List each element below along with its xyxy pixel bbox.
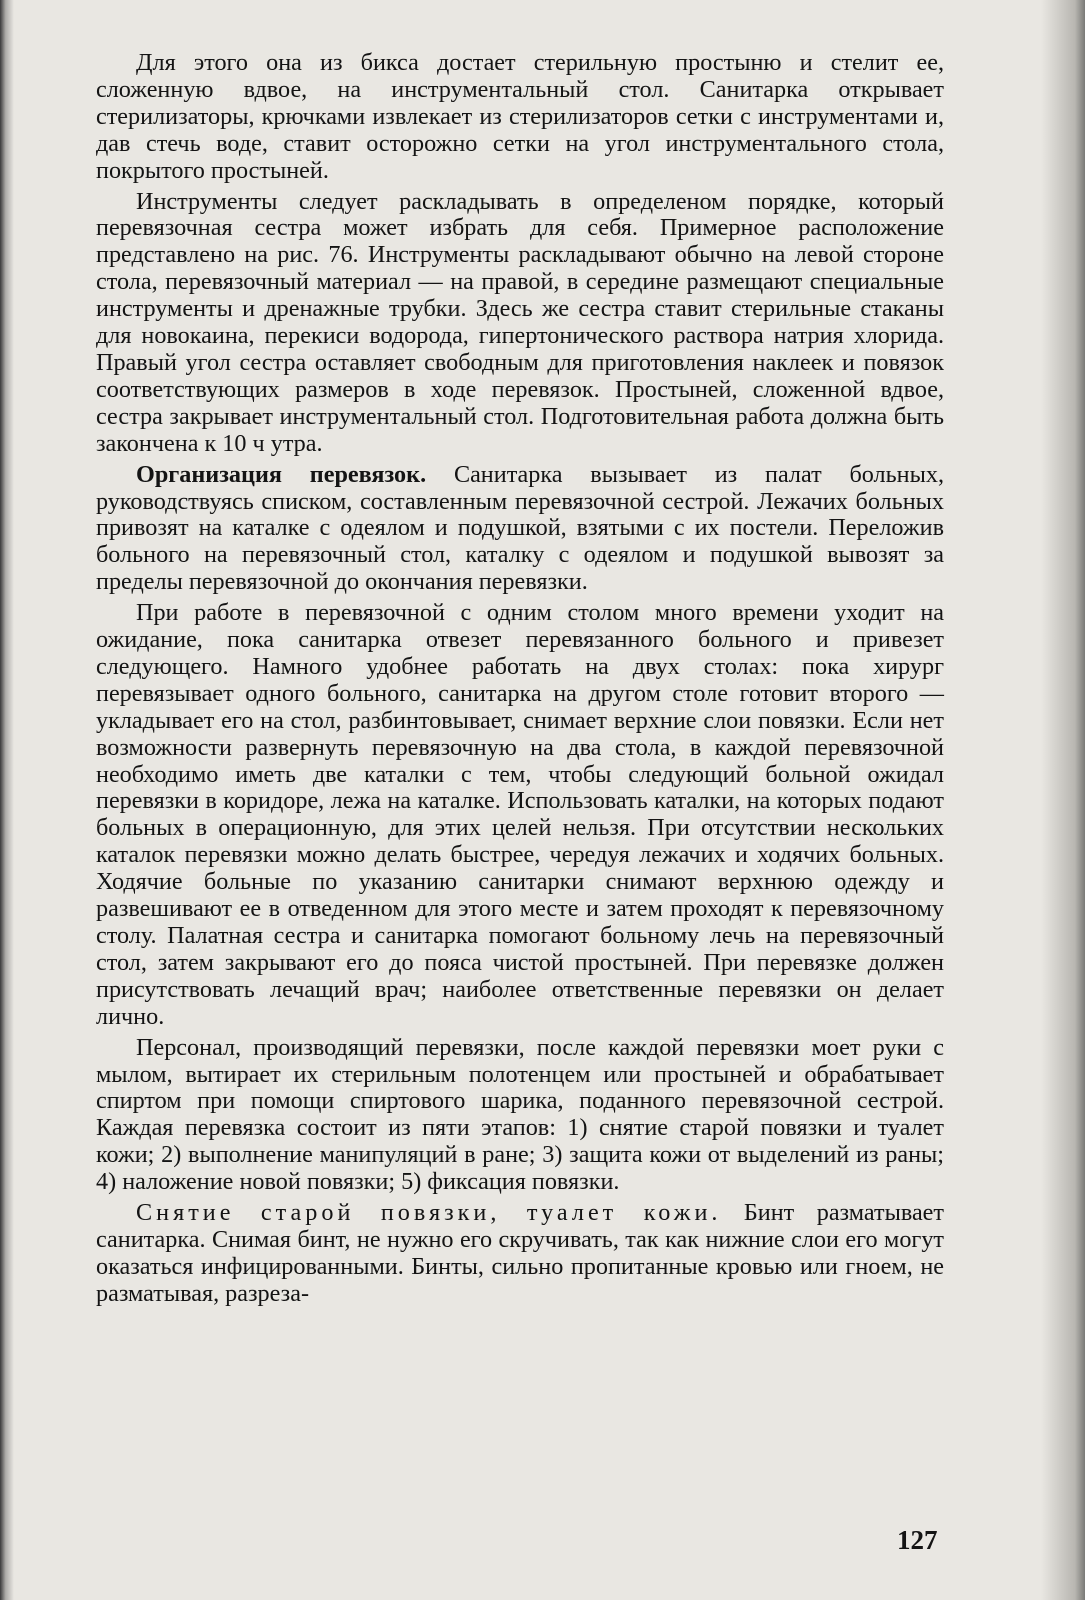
section-heading: Организация перевязок. [136,460,427,488]
paragraph-text: Бинт разматывает санитарка. Снимая бинт, не нужно его скручивать, так как нижние слои его могут оказаться инфицированными. Бинты, сильно пропитанные кровью или гноем, не разматывая, разреза- [96,1199,944,1307]
paragraph-dressing-organization [96,462,944,597]
paragraph-instrument-layout [96,189,944,458]
paragraph-text: Санитарка вызывает из палат больных, руководствуясь списком, составленным перевязочной сестрой. Лежачих больных привозят на каталке с одеялом и подушкой, взятыми с их постели. Переложив больного на перевязочный стол, каталку с одеялом и подушкой вывозят за пределы перевязочной до окончания перевязки. [96,460,944,596]
scan-edge-left [0,0,14,1600]
paragraph-text: Для этого она из бикса достает стерильную простыню и стелит ее, сложенную вдвое, на инструментальный стол. Санитарка открывает стерилизаторы, крючками извлекает из стерилизаторов сетки с инструментами и, дав стечь воде, ставит осторожно сетки на угол инструментального стола, покрытого простыней. [96,49,944,184]
page-number: 127 [897,1525,938,1555]
paragraph-sterile-sheet [96,50,944,185]
paragraph-text: Персонал, производящий перевязки, после каждой перевязки моет руки с мылом, вытирает их стерильным полотенцем или простыней и обрабатывает спиртом при помощи спиртового шарика, поданного перевязочной сестрой. Каждая перевязка состоит из пяти этапов: 1) снятие старой повязки и туалет кожи; 2) выполнение манипуляций в ране; 3) защита кожи от выделений из раны; 4) наложение новой повязки; 5) фиксация повязки. [96,1033,944,1196]
paragraph-text: При работе в перевязочной с одним столом много времени уходит на ожидание, пока санитарка отвезет перевязанного больного и привезет следующего. Намного удобнее работать на двух столах: пока хирург перевязывает одного больного, санитарка на другом столе готовит второго — укладывает его на стол, разбинтовывает, снимает верхние слои повязки. Если нет возможности развернуть перевязочную на два стола, в каждой перевязочной необходимо иметь две каталки с тем, чтобы следующий больной ожидал перевязки в коридоре, лежа на каталке. Использовать каталки, на которых подают больных в операционную, для этих целей нельзя. При отсутствии нескольких каталок перевязки можно делать быстрее, чередуя лежачих и ходячих больных. Ходячие больные по указанию санитарки снимают верхнюю одежду и развешивают ее в отведенном для этого месте и затем проходят к перевязочному столу. Палатная сестра и санитарка помогают больному лечь на перевязочный стол, затем закрывают его до пояса чистой простыней. При перевязке должен присутствовать лечащий врач; наиболее ответственные перевязки он делает лично. [96,599,944,1030]
spaced-subheading: Снятие старой повязки, туалет кожи. [136,1199,722,1227]
paragraph-two-tables [96,600,944,1031]
book-page [96,50,944,1308]
paragraph-text: Инструменты следует раскладывать в определеном порядке, который перевязочная сестра может избрать для себя. Примерное расположение представлено на рис. 76. Инструменты раскладывают обычно на левой стороне стола, перевязочный материал — на правой, в середине размещают специальные инструменты и дренажные трубки. Здесь же сестра ставит стерильные стаканы для новокаина, перекиси водорода, гипертонического раствора натрия хлорида. Правый угол сестра оставляет свободным для приготовления наклеек и повязок соответствующих размеров в ходе перевязок. Простыней, сложенной вдвое, сестра закрывает инструментальный стол. Подготовительная работа должна быть закончена к 10 ч утра. [96,187,944,457]
paragraph-five-stages [96,1035,944,1196]
paragraph-bandage-removal [96,1200,944,1308]
scan-edge-right [1041,0,1085,1600]
